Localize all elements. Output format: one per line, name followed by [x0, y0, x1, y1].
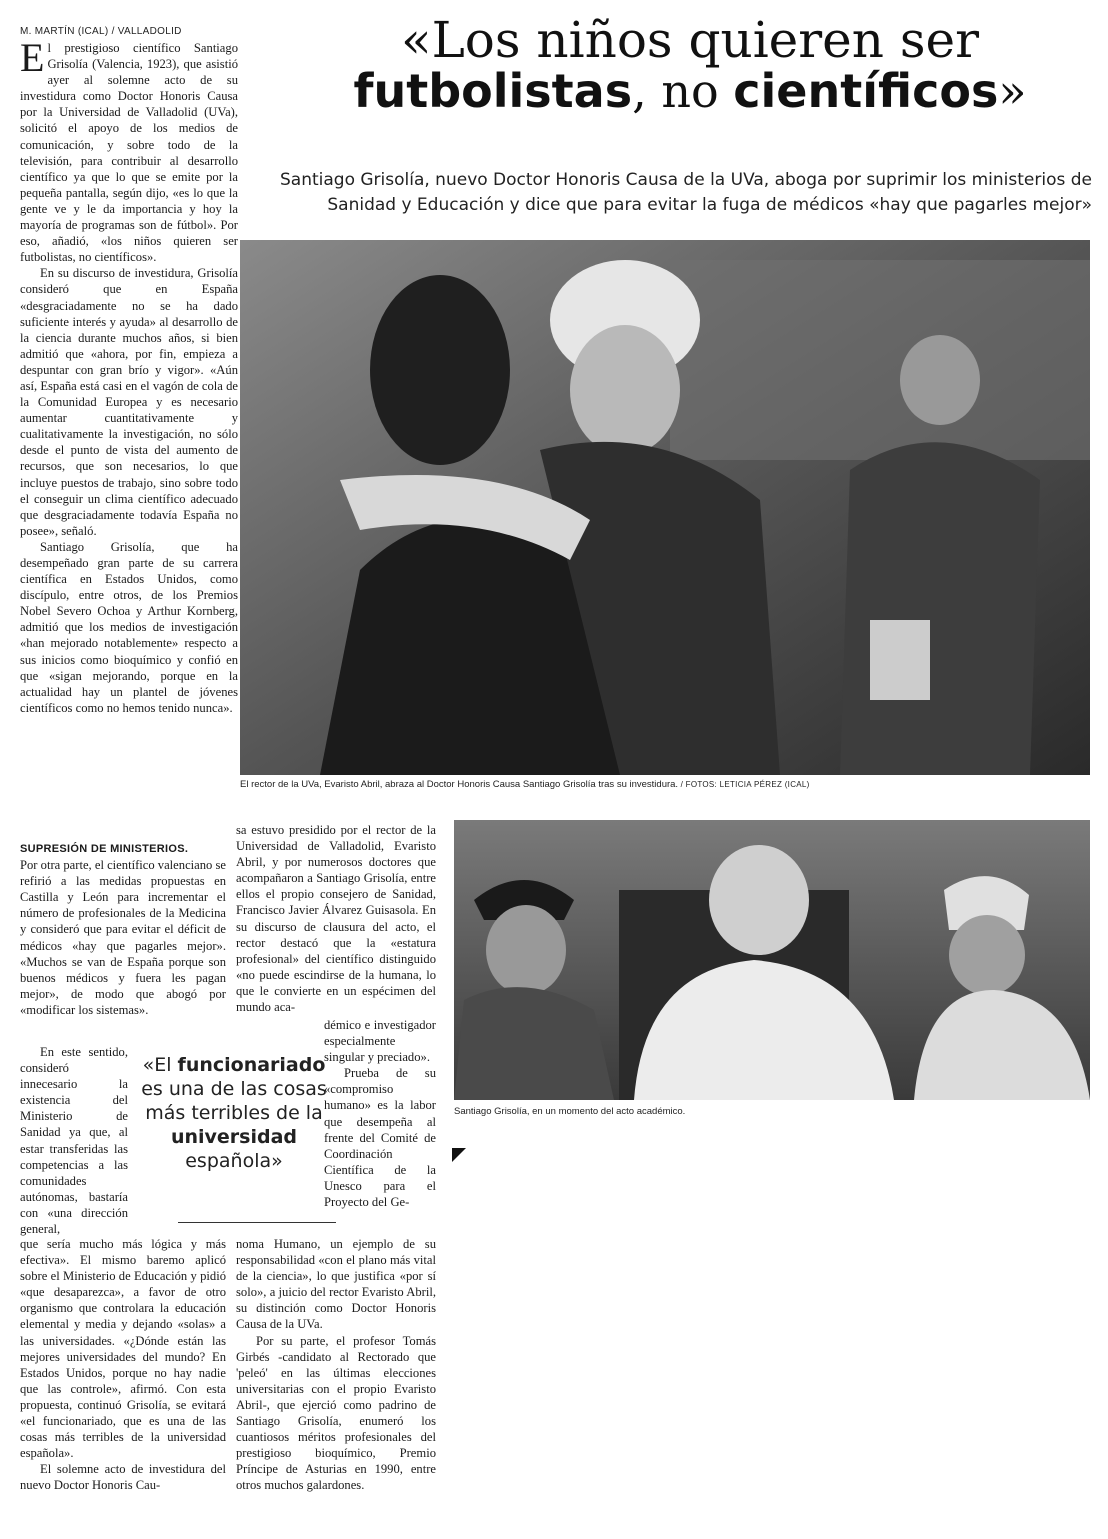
pull-quote-mid: es una de las cosas más terribles de la	[141, 1078, 327, 1124]
headline	[290, 11, 1090, 118]
pull-quote-rule	[178, 1222, 336, 1223]
byline: M. MARTÍN (ICAL) / VALLADOLID	[20, 26, 182, 37]
article-column-1	[20, 35, 238, 716]
drop-cap: E	[20, 35, 45, 80]
paragraph: En este sentido, consideró innecesario la existencia del Ministerio de Sanidad ya que, al estar transferidas las competencias a las comunidades autónomas, bastaría con «una dirección general,	[20, 1045, 128, 1237]
pull-quote-bold1: funcionariado	[177, 1054, 326, 1076]
paragraph	[20, 35, 238, 265]
paragraph: El solemne acto de investidura del nuevo Doctor Honoris Cau-	[20, 1462, 226, 1493]
pull-quote-end: española»	[185, 1150, 283, 1172]
photo-ceremony-caption: Santiago Grisolía, en un momento del acto académico.	[454, 1106, 686, 1117]
subheadline: Santiago Grisolía, nuevo Doctor Honoris Causa de la UVa, aboga por suprimir los ministerios de Sanidad y Educación y dice que para evitar la fuga de médicos «hay que pagarles mejor»	[279, 170, 1092, 215]
headline-mid: , no	[632, 64, 734, 118]
paragraph: Por su parte, el profesor Tomás Girbés -candidato al Rectorado que 'peleó' en las últimas elecciones universitarias con el propio Evaristo Abril-, que ejerció como padrino de Santiago Grisolía, enumeró los cuantiosos méritos profesionales del prestigioso bioquímico, Premio Príncipe de Asturias en 1990, entre otros muchos galardones.	[236, 1333, 436, 1493]
paragraph: que sería mucho más lógica y más efectiva». El mismo baremo aplicó sobre el Ministerio de Educación y pidió «que desaparezca», a favor de otro organismo que controlara la educación elemental y media y dejando «solas» a las universidades. «¿Dónde están las mejores universidades del mundo? En Estados Unidos, porque no hay nadie que las controle», afirmó. Con esta propuesta, continuó Grisolía, se evitará «el funcionariado, que es una de las cosas más terribles de la universidad española».	[20, 1237, 226, 1461]
photo-embrace-caption	[240, 779, 1090, 790]
photo-embrace-image	[240, 240, 1090, 775]
paragraph-text: l prestigioso científico Santiago Grisolía (Valencia, 1923), que asistió ayer al solemne acto de su investidura como Doctor Honoris Causa por la Universidad de Valladolid (UVa), solicitó el apoyo de los medios de comunicación, y sobre todo de la televisión, para contribuir al desarrollo científico ya que lo que se emite por la pequeña pantalla, según dijo, «es lo que la gente ve y le da importancia y hoy la mayoría de programas son de fútbol». Por eso, añadió, «los niños quieren ser futbolistas, no científicos».	[20, 41, 238, 265]
paragraph: démico e investigador especialmente singular y preciado».	[324, 1018, 436, 1065]
section-heading: SUPRESIÓN DE MINISTERIOS.	[20, 843, 189, 855]
photo-embrace	[240, 240, 1090, 775]
pull-quote-pre: «El	[142, 1054, 178, 1076]
article-column-2	[20, 840, 226, 1018]
photo-ceremony	[454, 820, 1090, 1100]
paragraph	[20, 840, 226, 1018]
article-column-3-cont	[236, 1236, 436, 1494]
article-column-3	[236, 822, 436, 1015]
headline-bold2: científicos	[733, 64, 999, 118]
pull-quote	[134, 1053, 334, 1173]
article-column-3-narrow	[324, 1017, 436, 1210]
article-column-2-cont	[20, 1236, 226, 1494]
caption-text: El rector de la UVa, Evaristo Abril, abraza al Doctor Honoris Causa Santiago Grisolía tras su investidura.	[240, 779, 679, 790]
corner-mark-icon	[452, 1148, 468, 1164]
paragraph: sa estuvo presidido por el rector de la Universidad de Valladolid, Evaristo Abril, y por numerosos doctores que acompañaron a Santiago Grisolía, entre ellos el propio consejero de Sanidad, Francisco Javier Álvarez Guisasola. En su discurso de clausura del acto, el rector destacó que la «estatura profesional» del científico distinguido «no puede escindirse de la humana, lo que le convierte en un espécimen del mundo aca-	[236, 823, 436, 1015]
headline-bold1: futbolistas	[353, 64, 633, 118]
paragraph: Prueba de su «compromiso humano» es la labor que desempeña al frente del Comité de Coordinación Científica de la Unesco para el Proyecto del Ge-	[324, 1066, 436, 1210]
headline-line1: «Los niños quieren ser	[400, 11, 980, 69]
paragraph-text: Por otra parte, el científico valenciano se refirió a las medidas propuestas en Castilla y León para incrementar el número de profesionales de la Medicina y consideró que para evitar el déficit de médicos «hay que pagarles mejor». «Muchos se van de España porque son buenos médicos y fuera les pagan mejor», de modo que abogó por «modificar los sistemas».	[20, 858, 226, 1017]
paragraph: Santiago Grisolía, que ha desempeñado gran parte de su carrera científica en Estados Unidos, como discípulo, entre otros, de los Premios Nobel Severo Ochoa y Arthur Kornberg, admitió que los medios de investigación «han mejorado notablemente» respecto a sus inicios como bioquímico y confió en que «sigan mejorando, porque en la actualidad hay un plantel de jóvenes científicos como no hemos tenido nunca».	[20, 539, 238, 715]
headline-line2	[290, 64, 1090, 118]
photo-ceremony-image	[454, 820, 1090, 1100]
pull-quote-bold2: universidad	[170, 1126, 298, 1148]
headline-end: »	[998, 64, 1027, 118]
article-column-2-wrap	[20, 1044, 128, 1237]
paragraph: noma Humano, un ejemplo de su responsabilidad «con el plano más vital de la ciencia», lo que justifica «por sí solo», a juicio del rector Evaristo Abril, su distinción como Doctor Honoris Causa de la UVa.	[236, 1237, 436, 1332]
paragraph: En su discurso de investidura, Grisolía consideró que en España «desgraciadamente no se ha dado suficiente interés y ayuda» al desarrollo de la ciencia durante muchos años, si bien admitió que «ahora, por fin, empieza a despuntar con gran brío y vigor». «Aún así, España está casi en el vagón de cola de la Comunidad Europea y es necesario aumentar cuantitativamente y cualitativamente la investigación, no sólo desde el punto de vista del aumento de recursos, que son necesarios, lo que incluye puestos de trabajo, sino sobre todo el conseguir un clima científico adecuado que desgraciadamente todavía España no posee», señaló.	[20, 266, 238, 538]
photo-credit: / FOTOS: LETICIA PÉREZ (ICAL)	[678, 780, 810, 789]
